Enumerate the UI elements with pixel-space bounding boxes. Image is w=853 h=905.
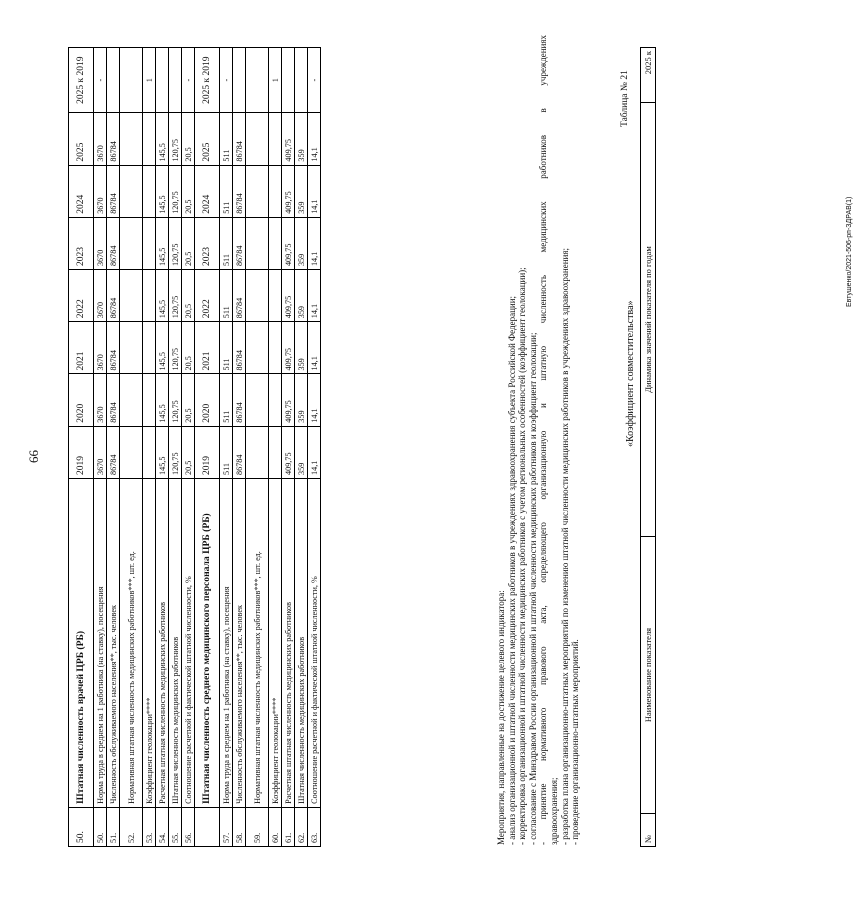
table-row xyxy=(143,48,156,847)
value-cell xyxy=(246,217,269,269)
value-cell xyxy=(143,217,156,269)
value-cell xyxy=(107,48,120,113)
value-cell: 14,1 xyxy=(308,374,321,426)
value-cell: 3670 xyxy=(94,113,107,165)
row-number: 63. xyxy=(308,807,321,846)
value-cell: 409,75 xyxy=(282,426,295,478)
measures-notes xyxy=(496,35,581,845)
indicator-name: Численность обслуживаемого населения**, тыс. человек xyxy=(107,478,120,807)
table-row xyxy=(94,48,107,847)
value-cell: 86784 xyxy=(107,270,120,322)
section-title: Штатная численность среднего медицинского персонала ЦРБ (РБ) xyxy=(195,478,220,807)
value-cell: 511 xyxy=(220,270,233,322)
value-cell: 359 xyxy=(295,426,308,478)
note-line: - согласование с Минздравом России организационной и штатной численности медицинских работников и коэффициент геолокации; xyxy=(527,332,538,845)
value-cell xyxy=(246,113,269,165)
value-cell: 14,1 xyxy=(308,113,321,165)
section-header-row xyxy=(195,48,220,847)
table-row xyxy=(308,48,321,847)
column-number: № xyxy=(641,814,656,847)
value-cell: 20,5 xyxy=(182,374,195,426)
value-cell xyxy=(120,322,143,374)
indicator-name: Нормативная штатная численность медицинских работников***, шт. ед. xyxy=(120,478,143,807)
value-cell xyxy=(269,426,282,478)
indicator-name: Расчетная штатная численность медицинских работников xyxy=(156,478,169,807)
value-cell: 86784 xyxy=(233,426,246,478)
value-cell: - xyxy=(94,48,107,113)
column-name: Наименование показателя xyxy=(641,537,656,814)
value-cell: 511 xyxy=(220,374,233,426)
table-row xyxy=(269,48,282,847)
indicator-name: Штатная численность медицинских работников xyxy=(169,478,182,807)
row-number: 50. xyxy=(69,807,94,846)
indicator-name: Коэффициент геолокации**** xyxy=(143,478,156,807)
value-cell: 3670 xyxy=(94,270,107,322)
note-line: - анализ организационной и штатной численности медицинских работников в учреждениях здравоохранения субъекта Российской Федерации; xyxy=(506,295,517,845)
year-header: 2021 xyxy=(195,322,220,374)
value-cell: 511 xyxy=(220,113,233,165)
value-cell: 120,75 xyxy=(169,374,182,426)
value-cell: 86784 xyxy=(233,113,246,165)
indicator-name: Норма труда в среднем на 1 работника (на ставку), посещения xyxy=(220,478,233,807)
value-cell: 86784 xyxy=(107,217,120,269)
value-cell: 409,75 xyxy=(282,374,295,426)
column-last: 2025 к xyxy=(641,48,656,103)
value-cell: 145,5 xyxy=(156,165,169,217)
value-cell xyxy=(120,113,143,165)
value-cell: 86784 xyxy=(107,165,120,217)
value-cell xyxy=(233,48,246,113)
value-cell: 359 xyxy=(295,322,308,374)
value-cell xyxy=(120,165,143,217)
year-header: 2023 xyxy=(69,217,94,269)
value-cell: 20,5 xyxy=(182,270,195,322)
value-cell: 3670 xyxy=(94,426,107,478)
value-cell: 409,75 xyxy=(282,217,295,269)
indicator-name: Расчетная штатная численность медицинских работников xyxy=(282,478,295,807)
value-cell: 1 xyxy=(269,48,282,113)
table-row xyxy=(233,48,246,847)
table-row xyxy=(220,48,233,847)
year-header: 2025 xyxy=(69,113,94,165)
value-cell xyxy=(269,270,282,322)
note-line: здравоохранения; xyxy=(548,777,559,845)
value-cell: 145,5 xyxy=(156,374,169,426)
value-cell: 14,1 xyxy=(308,165,321,217)
year-header: 2025 к 2019 xyxy=(195,48,220,113)
note-line: - разработка плана организационно-штатных мероприятий по изменению штатной численности медицинских работников в учреждениях здравоохранения; xyxy=(559,248,570,845)
value-cell: 120,75 xyxy=(169,270,182,322)
value-cell: 86784 xyxy=(233,217,246,269)
value-cell xyxy=(269,322,282,374)
footer-id: Евтушенко/2021-506-рп-ЗДРАВ(1) xyxy=(846,196,853,307)
year-header: 2024 xyxy=(69,165,94,217)
row-number: 56. xyxy=(182,807,195,846)
value-cell: 511 xyxy=(220,217,233,269)
staffing-table xyxy=(68,47,321,847)
next-table-header xyxy=(640,47,656,847)
row-number: 59. xyxy=(246,807,269,846)
row-number: 55. xyxy=(169,807,182,846)
value-cell: 86784 xyxy=(107,374,120,426)
section-header-row xyxy=(69,48,94,847)
value-cell: 86784 xyxy=(107,426,120,478)
note-line: Мероприятия, направленные на достижение целевого индикатора: xyxy=(496,590,506,845)
value-cell: 20,5 xyxy=(182,322,195,374)
row-number: 60. xyxy=(269,807,282,846)
value-cell: 511 xyxy=(220,165,233,217)
value-cell xyxy=(156,48,169,113)
value-cell xyxy=(246,426,269,478)
value-cell: - xyxy=(308,48,321,113)
row-number: 61. xyxy=(282,807,295,846)
value-cell: 120,75 xyxy=(169,322,182,374)
value-cell xyxy=(143,426,156,478)
table-row xyxy=(156,48,169,847)
row-number: 53. xyxy=(143,807,156,846)
year-header: 2020 xyxy=(69,374,94,426)
year-header: 2025 xyxy=(195,113,220,165)
value-cell xyxy=(169,48,182,113)
table-row xyxy=(169,48,182,847)
value-cell: 145,5 xyxy=(156,426,169,478)
year-header: 2020 xyxy=(195,374,220,426)
value-cell: 20,5 xyxy=(182,426,195,478)
value-cell: 86784 xyxy=(233,270,246,322)
value-cell xyxy=(120,374,143,426)
value-cell: 14,1 xyxy=(308,217,321,269)
next-table-heading: «Коэффициент совместительства» xyxy=(625,300,636,447)
value-cell: 359 xyxy=(295,165,308,217)
value-cell xyxy=(143,165,156,217)
indicator-name: Численность обслуживаемого населения**, тыс. человек xyxy=(233,478,246,807)
value-cell xyxy=(246,322,269,374)
value-cell: 145,5 xyxy=(156,217,169,269)
value-cell: 120,75 xyxy=(169,165,182,217)
value-cell: 120,75 xyxy=(169,426,182,478)
value-cell: 409,75 xyxy=(282,113,295,165)
indicator-name: Нормативная штатная численность медицинских работников***, шт. ед. xyxy=(246,478,269,807)
value-cell xyxy=(269,374,282,426)
table-row xyxy=(107,48,120,847)
value-cell xyxy=(282,48,295,113)
year-header: 2021 xyxy=(69,322,94,374)
value-cell xyxy=(246,48,269,113)
indicator-name: Соотношение расчетной и фактической штатной численности, % xyxy=(308,478,321,807)
indicator-name: Штатная численность медицинских работников xyxy=(295,478,308,807)
value-cell: 1 xyxy=(143,48,156,113)
row-number xyxy=(195,807,220,846)
value-cell: 3670 xyxy=(94,165,107,217)
value-cell: 409,75 xyxy=(282,322,295,374)
value-cell xyxy=(120,270,143,322)
column-dynamics: Динамика значений показателя по годам xyxy=(641,103,656,537)
value-cell: 409,75 xyxy=(282,165,295,217)
row-number: 58. xyxy=(233,807,246,846)
row-number: 54. xyxy=(156,807,169,846)
value-cell: 120,75 xyxy=(169,217,182,269)
value-cell: 409,75 xyxy=(282,270,295,322)
value-cell: 86784 xyxy=(233,322,246,374)
value-cell: 145,5 xyxy=(156,322,169,374)
value-cell xyxy=(143,374,156,426)
value-cell: 359 xyxy=(295,270,308,322)
value-cell xyxy=(295,48,308,113)
value-cell: 145,5 xyxy=(156,270,169,322)
value-cell: 511 xyxy=(220,322,233,374)
note-line: - принятие нормативного правового акта, определяющего организационную и штатную численность медицинских работников в учреждениях xyxy=(538,35,549,845)
value-cell: 3670 xyxy=(94,217,107,269)
indicator-name: Норма труда в среднем на 1 работника (на ставку), посещения xyxy=(94,478,107,807)
table-row xyxy=(246,48,269,847)
value-cell: 3670 xyxy=(94,322,107,374)
indicator-name: Коэффициент геолокации**** xyxy=(269,478,282,807)
value-cell: 86784 xyxy=(107,322,120,374)
value-cell xyxy=(120,48,143,113)
value-cell xyxy=(120,426,143,478)
table-row xyxy=(120,48,143,847)
value-cell: 359 xyxy=(295,374,308,426)
value-cell: 14,1 xyxy=(308,270,321,322)
value-cell xyxy=(269,217,282,269)
value-cell: 20,5 xyxy=(182,217,195,269)
year-header: 2024 xyxy=(195,165,220,217)
table-row xyxy=(182,48,195,847)
row-number: 62. xyxy=(295,807,308,846)
table-number: Таблица № 21 xyxy=(620,70,630,127)
value-cell: 86784 xyxy=(233,374,246,426)
year-header: 2019 xyxy=(195,426,220,478)
value-cell: 120,75 xyxy=(169,113,182,165)
value-cell: 3670 xyxy=(94,374,107,426)
year-header: 2022 xyxy=(195,270,220,322)
row-number: 52. xyxy=(120,807,143,846)
page-number: 66 xyxy=(26,450,41,463)
note-line: - корректировка организационной и штатной численности медицинских работников с учетом региональных особенностей (коэффициент геолокации); xyxy=(517,267,528,845)
value-cell: 86784 xyxy=(233,165,246,217)
value-cell: 511 xyxy=(220,426,233,478)
value-cell xyxy=(120,217,143,269)
value-cell xyxy=(246,270,269,322)
value-cell xyxy=(269,113,282,165)
row-number: 57. xyxy=(220,807,233,846)
value-cell xyxy=(246,374,269,426)
value-cell xyxy=(246,165,269,217)
note-line: - проведение организационно-штатных мероприятий. xyxy=(570,639,581,845)
value-cell: 86784 xyxy=(107,113,120,165)
value-cell: 14,1 xyxy=(308,322,321,374)
value-cell xyxy=(143,270,156,322)
row-number: 51. xyxy=(107,807,120,846)
table-row xyxy=(282,48,295,847)
value-cell xyxy=(143,113,156,165)
value-cell xyxy=(269,165,282,217)
value-cell: 20,5 xyxy=(182,165,195,217)
value-cell: 145,5 xyxy=(156,113,169,165)
value-cell: 359 xyxy=(295,217,308,269)
value-cell xyxy=(143,322,156,374)
year-header: 2023 xyxy=(195,217,220,269)
section-title: Штатная численность врачей ЦРБ (РБ) xyxy=(69,478,94,807)
value-cell: - xyxy=(220,48,233,113)
indicator-name: Соотношение расчетной и фактической штатной численности, % xyxy=(182,478,195,807)
value-cell: 359 xyxy=(295,113,308,165)
value-cell: 20,5 xyxy=(182,113,195,165)
value-cell: - xyxy=(182,48,195,113)
year-header: 2019 xyxy=(69,426,94,478)
year-header: 2022 xyxy=(69,270,94,322)
table-row xyxy=(295,48,308,847)
value-cell: 14,1 xyxy=(308,426,321,478)
year-header: 2025 к 2019 xyxy=(69,48,94,113)
row-number: 50. xyxy=(94,807,107,846)
